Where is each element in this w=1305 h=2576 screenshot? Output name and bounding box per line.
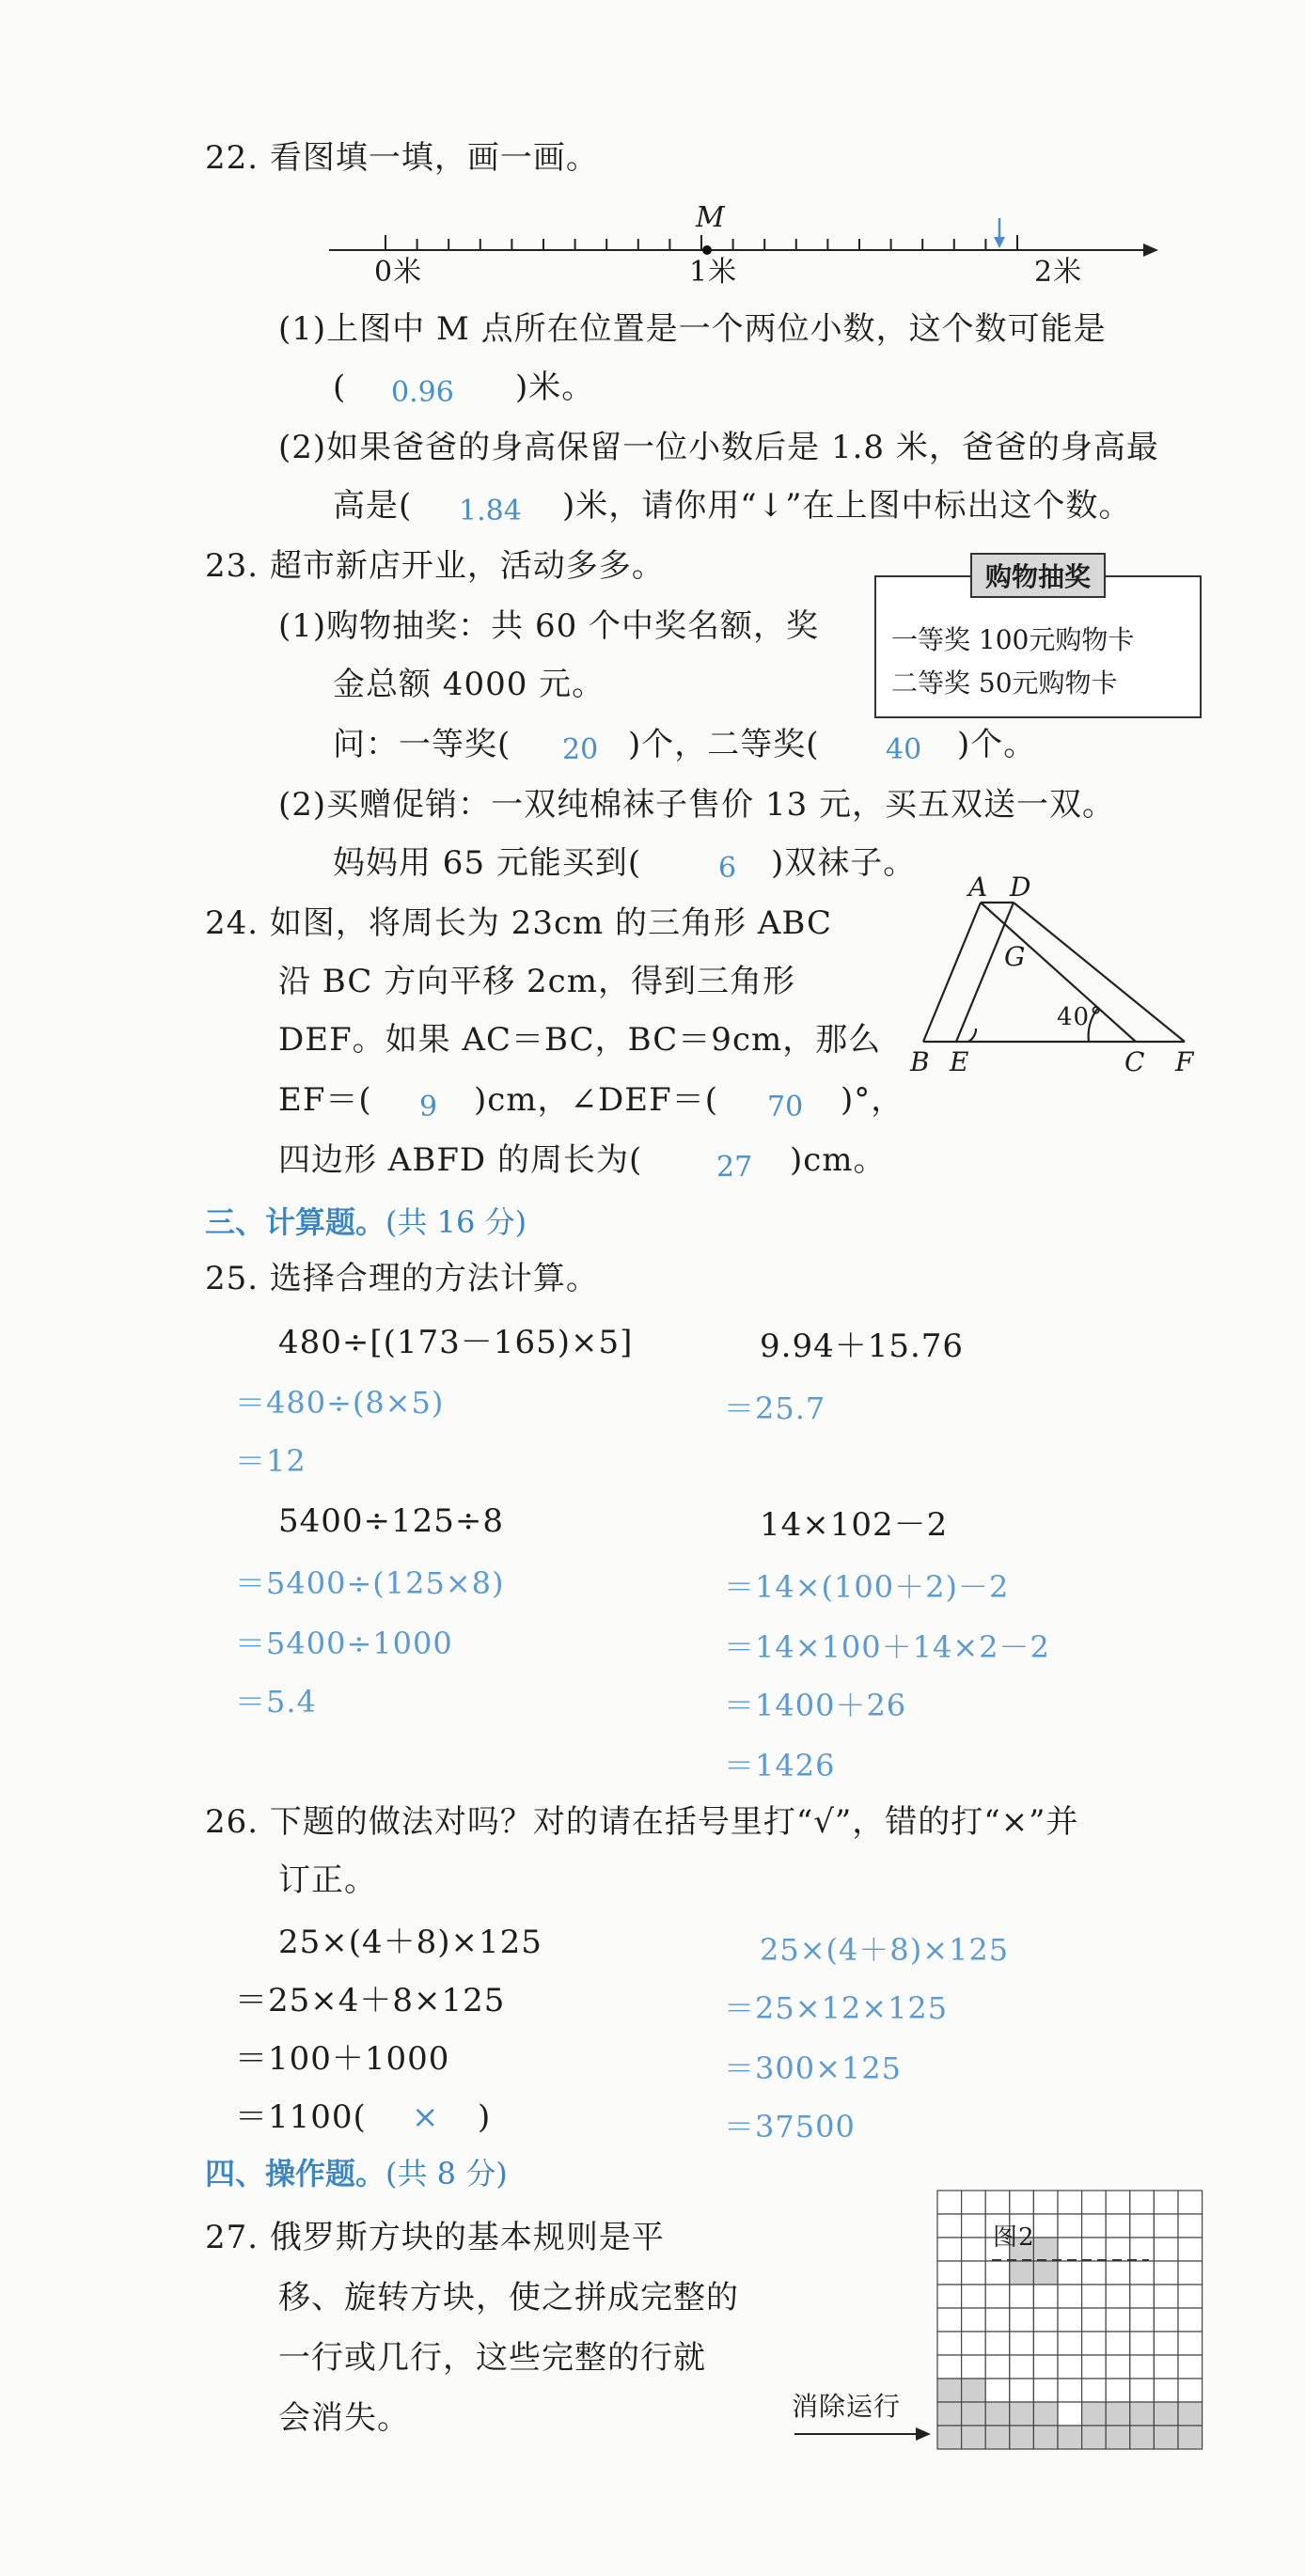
grid-cell — [1106, 2191, 1130, 2214]
q22-p2-answer: 1.84 — [459, 495, 522, 527]
translation-figure — [923, 903, 1185, 1042]
grid-cell — [1106, 2308, 1130, 2332]
grid-cell — [1082, 2238, 1107, 2261]
grid-cell — [1010, 2402, 1034, 2426]
q24-answer-1: 9 — [419, 1091, 438, 1123]
line-label-0: 0米 — [374, 256, 423, 289]
correction-1: ＝25×12×125 — [724, 1990, 949, 2026]
section-4-title: 四、操作题。 — [205, 2156, 386, 2191]
grid-cell — [1130, 2332, 1155, 2355]
q24-answer-2: 70 — [767, 1091, 804, 1123]
grid-cell — [1033, 2191, 1058, 2214]
grid-cell — [985, 2379, 1010, 2402]
q23-answer-2: 40 — [886, 733, 922, 766]
expr-4-step-1: ＝14×(100＋2)－2 — [724, 1569, 1010, 1605]
grid-cell — [1178, 2238, 1203, 2261]
expr-4-step-4: ＝1426 — [724, 1748, 836, 1783]
grid-cell — [1154, 2214, 1178, 2238]
q24-line5-pre: 四边形 ABFD 的周长为( — [278, 1141, 643, 1179]
section-3-title: 三、计算题。 — [205, 1204, 386, 1240]
grid-cell — [962, 2191, 986, 2214]
fig-label-angle: 40° — [1057, 1003, 1104, 1031]
arrow-right-icon — [916, 2427, 931, 2441]
grid-cell — [1154, 2261, 1178, 2285]
grid-cell — [1130, 2402, 1155, 2426]
grid-cell — [1082, 2332, 1107, 2355]
grid-cell — [1058, 2355, 1082, 2379]
q23-p2-answer: 6 — [718, 852, 737, 885]
q22-p1-line1: (1)上图中 M 点所在位置是一个两位小数，这个数可能是 — [278, 310, 1107, 348]
grid-cell — [1082, 2285, 1107, 2308]
grid-cell — [1178, 2285, 1203, 2308]
grid-cell — [1058, 2238, 1082, 2261]
expr-4-step-2: ＝14×100＋14×2－2 — [724, 1629, 1050, 1665]
q27-line1: 27. 俄罗斯方块的基本规则是平 — [205, 2219, 665, 2256]
grid-cell — [937, 2191, 962, 2214]
lottery-prize-2: 二等奖 50元购物卡 — [891, 668, 1118, 699]
q26-line2: 订正。 — [278, 1861, 377, 1899]
grid-cell — [1178, 2379, 1203, 2402]
grid-cell — [1178, 2261, 1203, 2285]
grid-cell — [1106, 2285, 1130, 2308]
q22-p1-answer: 0.96 — [391, 376, 454, 409]
grid-cell — [1058, 2402, 1082, 2426]
q24-line5-post: )cm。 — [790, 1141, 887, 1179]
grid-cell — [962, 2238, 986, 2261]
grid-cell — [962, 2332, 986, 2355]
grid-cell — [962, 2426, 986, 2449]
grid-cell — [1154, 2426, 1178, 2449]
q23-p2-pre: 妈妈用 65 元能买到( — [333, 844, 642, 882]
section-4-score: (共 8 分) — [385, 2156, 508, 2191]
line-label-2: 2米 — [1034, 256, 1083, 289]
grid-cell — [1178, 2214, 1203, 2238]
grid-cell — [1010, 2426, 1034, 2449]
wrong-work-1: ＝25×4＋8×125 — [235, 1982, 506, 2019]
correction-3: ＝37500 — [724, 2109, 856, 2144]
expr-1-step-2: ＝12 — [235, 1443, 307, 1479]
expr-4: 14×102－2 — [760, 1506, 949, 1544]
q22-p2-line1: (2)如果爸爸的身高保留一位小数后是 1.8 米，爸爸的身高最 — [278, 429, 1159, 466]
grid-label: 图2 — [993, 2223, 1035, 2252]
q24-line2: 沿 BC 方向平移 2cm，得到三角形 — [278, 963, 795, 1000]
expr-4-step-3: ＝1400＋26 — [724, 1688, 907, 1723]
grid-cell — [1082, 2261, 1107, 2285]
q24-line3: DEF。如果 AC＝BC，BC＝9cm，那么 — [278, 1021, 882, 1059]
grid-cell — [1082, 2191, 1107, 2214]
q26-line1: 26. 下题的做法对吗？对的请在括号里打“√”，错的打“×”并 — [205, 1803, 1079, 1841]
grid-cell — [1106, 2214, 1130, 2238]
grid-cell — [1082, 2426, 1107, 2449]
q24-answer-3: 27 — [716, 1151, 753, 1184]
wrong-work-2: ＝100＋1000 — [235, 2040, 450, 2078]
grid-cell — [1154, 2379, 1178, 2402]
q22-p2-close: )米，请你用“↓”在上图中标出这个数。 — [562, 487, 1132, 525]
grid-cell — [1082, 2402, 1107, 2426]
grid-cell — [1010, 2308, 1034, 2332]
q22-p2-open: 高是( — [333, 487, 413, 525]
grid-cell — [1154, 2402, 1178, 2426]
grid-cell — [937, 2214, 962, 2238]
grid-cell — [1058, 2191, 1082, 2214]
grid-cell — [1010, 2355, 1034, 2379]
grid-cell — [1033, 2285, 1058, 2308]
q24-line4-mid: )cm，∠DEF＝( — [474, 1081, 718, 1119]
grid-cell — [1154, 2191, 1178, 2214]
grid-cell — [1033, 2214, 1058, 2238]
grid-cell — [937, 2426, 962, 2449]
expr-3-step-2: ＝5400÷1000 — [235, 1626, 453, 1661]
grid-cell — [1010, 2379, 1034, 2402]
lottery-box — [874, 561, 1202, 718]
q24-line1: 24. 如图，将周长为 23cm 的三角形 ABC — [205, 904, 833, 942]
q23-p2-line1: (2)买赠促销：一双纯棉袜子售价 13 元，买五双送一双。 — [278, 786, 1116, 824]
q27-line3: 一行或几行，这些完整的行就 — [278, 2339, 706, 2377]
grid-cell — [1033, 2355, 1058, 2379]
grid-cell — [1033, 2261, 1058, 2285]
lottery-prize-1: 一等奖 100元购物卡 — [891, 624, 1135, 655]
grid-cell — [1033, 2308, 1058, 2332]
grid-cell — [962, 2214, 986, 2238]
grid-cell — [1154, 2308, 1178, 2332]
point-m-label: M — [696, 201, 726, 234]
grid-cell — [937, 2379, 962, 2402]
q23-title: 23. 超市新店开业，活动多多。 — [205, 547, 665, 585]
correction-0: 25×(4＋8)×125 — [760, 1932, 1010, 1968]
q22-p1-close: )米。 — [515, 369, 595, 406]
grid-cell — [937, 2238, 962, 2261]
expr-2: 9.94＋15.76 — [760, 1327, 965, 1365]
grid-cell — [1178, 2191, 1203, 2214]
fig-label-d: D — [1010, 872, 1032, 903]
grid-cell — [962, 2308, 986, 2332]
q23-p2-post: )双袜子。 — [771, 844, 917, 882]
expr-3: 5400÷125÷8 — [278, 1502, 505, 1540]
section-4-heading — [205, 2155, 508, 2192]
expr-2-step-1: ＝25.7 — [724, 1390, 826, 1426]
grid-cell — [937, 2308, 962, 2332]
expr-3-step-3: ＝5.4 — [235, 1684, 317, 1720]
q23-answer-1: 20 — [562, 733, 599, 766]
grid-cell — [1033, 2402, 1058, 2426]
grid-cell — [1010, 2261, 1034, 2285]
q25-title: 25. 选择合理的方法计算。 — [205, 1260, 599, 1297]
grid-cell — [1033, 2238, 1058, 2261]
grid-cell — [1058, 2426, 1082, 2449]
grid-cell — [1130, 2426, 1155, 2449]
grid-cell — [985, 2285, 1010, 2308]
q27-line2: 移、旋转方块，使之拼成完整的 — [278, 2279, 739, 2317]
grid-cell — [1033, 2379, 1058, 2402]
grid-cell — [1130, 2238, 1155, 2261]
grid-cell — [937, 2261, 962, 2285]
grid-cell — [962, 2261, 986, 2285]
grid-cell — [1106, 2238, 1130, 2261]
number-line — [329, 218, 1158, 257]
expr-1-step-1: ＝480÷(8×5) — [235, 1385, 445, 1421]
q26-verdict: × — [412, 2098, 439, 2136]
grid-cell — [1130, 2308, 1155, 2332]
expr-3-step-1: ＝5400÷(125×8) — [235, 1565, 505, 1601]
grid-cell — [937, 2332, 962, 2355]
grid-cell — [1178, 2332, 1203, 2355]
grid-cell — [1130, 2355, 1155, 2379]
grid-cell — [1058, 2308, 1082, 2332]
wrong-work-3-post: ) — [478, 2098, 492, 2136]
grid-cell — [962, 2285, 986, 2308]
grid-cell — [1130, 2285, 1155, 2308]
correction-2: ＝300×125 — [724, 2050, 902, 2086]
grid-cell — [1082, 2379, 1107, 2402]
grid-cell — [1106, 2355, 1130, 2379]
grid-cell — [985, 2261, 1010, 2285]
q23-question-mid: )个，二等奖( — [628, 726, 820, 763]
grid-cell — [985, 2402, 1010, 2426]
grid-cell — [962, 2379, 986, 2402]
grid-cell — [1058, 2214, 1082, 2238]
fig-label-b: B — [910, 1046, 931, 1077]
grid-cell — [1154, 2332, 1178, 2355]
q24-line4-post: )°， — [841, 1081, 904, 1119]
grid-cell — [1082, 2214, 1107, 2238]
grid-cell — [1130, 2379, 1155, 2402]
grid-cell — [985, 2308, 1010, 2332]
q23-p1-line2: 金总额 4000 元。 — [333, 666, 605, 703]
grid-cell — [1178, 2355, 1203, 2379]
grid-cell — [1178, 2308, 1203, 2332]
grid-cell — [1082, 2308, 1107, 2332]
grid-cell — [1130, 2191, 1155, 2214]
grid-cell — [985, 2426, 1010, 2449]
q24-line4-pre: EF＝( — [278, 1081, 372, 1119]
grid-cell — [1058, 2379, 1082, 2402]
grid-cell — [937, 2285, 962, 2308]
wrong-work-0: 25×(4＋8)×125 — [278, 1924, 542, 1961]
fig-label-a: A — [968, 872, 989, 903]
grid-cell — [1154, 2285, 1178, 2308]
grid-cell — [1106, 2261, 1130, 2285]
grid-cell — [1033, 2426, 1058, 2449]
grid-cell — [985, 2191, 1010, 2214]
grid-cell — [1010, 2332, 1034, 2355]
grid-cell — [1154, 2238, 1178, 2261]
section-3-heading — [205, 1203, 527, 1241]
q22-p1-open: ( — [333, 369, 347, 406]
lottery-box-title: 购物抽奖 — [970, 553, 1106, 598]
grid-cell — [1130, 2261, 1155, 2285]
grid-cell — [1010, 2191, 1034, 2214]
grid-cell — [1154, 2355, 1178, 2379]
fig-label-e: E — [950, 1046, 970, 1077]
grid-cell — [1033, 2332, 1058, 2355]
grid-cell — [937, 2402, 962, 2426]
grid-cell — [1178, 2402, 1203, 2426]
fig-label-f: F — [1175, 1046, 1195, 1077]
q27-line4: 会消失。 — [278, 2399, 410, 2437]
fig-label-c: C — [1124, 1046, 1146, 1077]
grid-cell — [985, 2332, 1010, 2355]
grid-cell — [1130, 2214, 1155, 2238]
grid-cell — [985, 2355, 1010, 2379]
grid-cell — [1106, 2402, 1130, 2426]
answer-arrow-icon — [994, 218, 1005, 248]
line-label-1: 1米 — [689, 256, 738, 289]
grid-cell — [1010, 2285, 1034, 2308]
q23-question-post: )个。 — [957, 726, 1037, 763]
grid-cell — [962, 2402, 986, 2426]
fig-label-g: G — [1004, 941, 1027, 972]
grid-cell — [1082, 2355, 1107, 2379]
grid-cell — [1058, 2285, 1082, 2308]
grid-cell — [1106, 2426, 1130, 2449]
grid-cell — [962, 2355, 986, 2379]
section-3-score: (共 16 分) — [385, 1204, 527, 1240]
wrong-work-3-pre: ＝1100( — [235, 2098, 367, 2136]
q22-title: 22. 看图填一填，画一画。 — [205, 139, 599, 177]
grid-cell — [1106, 2332, 1130, 2355]
grid-cell — [1178, 2426, 1203, 2449]
q23-question-pre: 问：一等奖( — [333, 726, 511, 763]
grid-cell — [937, 2355, 962, 2379]
q23-p1-line1: (1)购物抽奖：共 60 个中奖名额，奖 — [278, 607, 820, 645]
grid-cell — [1106, 2379, 1130, 2402]
grid-cell — [1058, 2261, 1082, 2285]
expr-1: 480÷[(173－165)×5] — [278, 1324, 634, 1361]
grid-cell — [1058, 2332, 1082, 2355]
clear-row-label: 消除运行 — [792, 2391, 902, 2422]
